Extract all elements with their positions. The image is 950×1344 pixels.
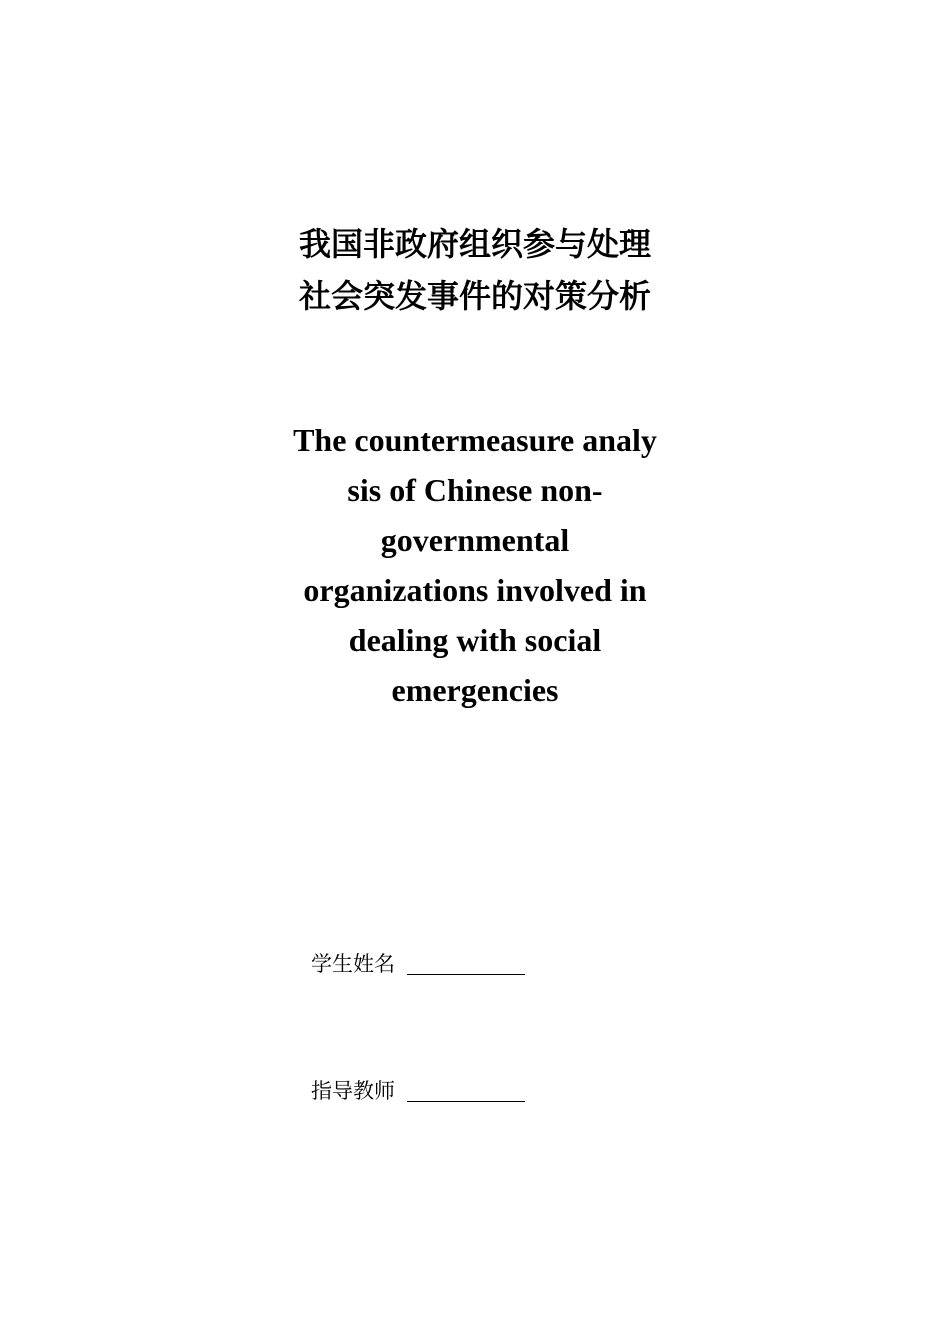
chinese-title (0, 218, 950, 322)
student-name-label: 学生姓名 (311, 952, 395, 976)
english-title-line-3: governmental (380, 522, 570, 558)
student-name-blank-line[interactable] (407, 950, 525, 975)
english-title-line-2: sis of Chinese non- (347, 472, 603, 508)
advisor-blank-line[interactable] (407, 1077, 525, 1102)
chinese-title-line-1: 我国非政府组织参与处理 (298, 225, 651, 263)
advisor-field (311, 1075, 525, 1105)
chinese-title-line-2: 社会突发事件的对策分析 (298, 277, 651, 315)
english-title-line-1: The countermeasure analy (293, 422, 657, 458)
advisor-label: 指导教师 (311, 1079, 395, 1103)
english-title-line-4: organizations involved in (303, 572, 647, 608)
english-title-line-5: dealing with social (348, 622, 602, 658)
student-name-field (311, 948, 525, 978)
english-title (250, 415, 700, 715)
english-title-line-6: emergencies (391, 672, 559, 708)
